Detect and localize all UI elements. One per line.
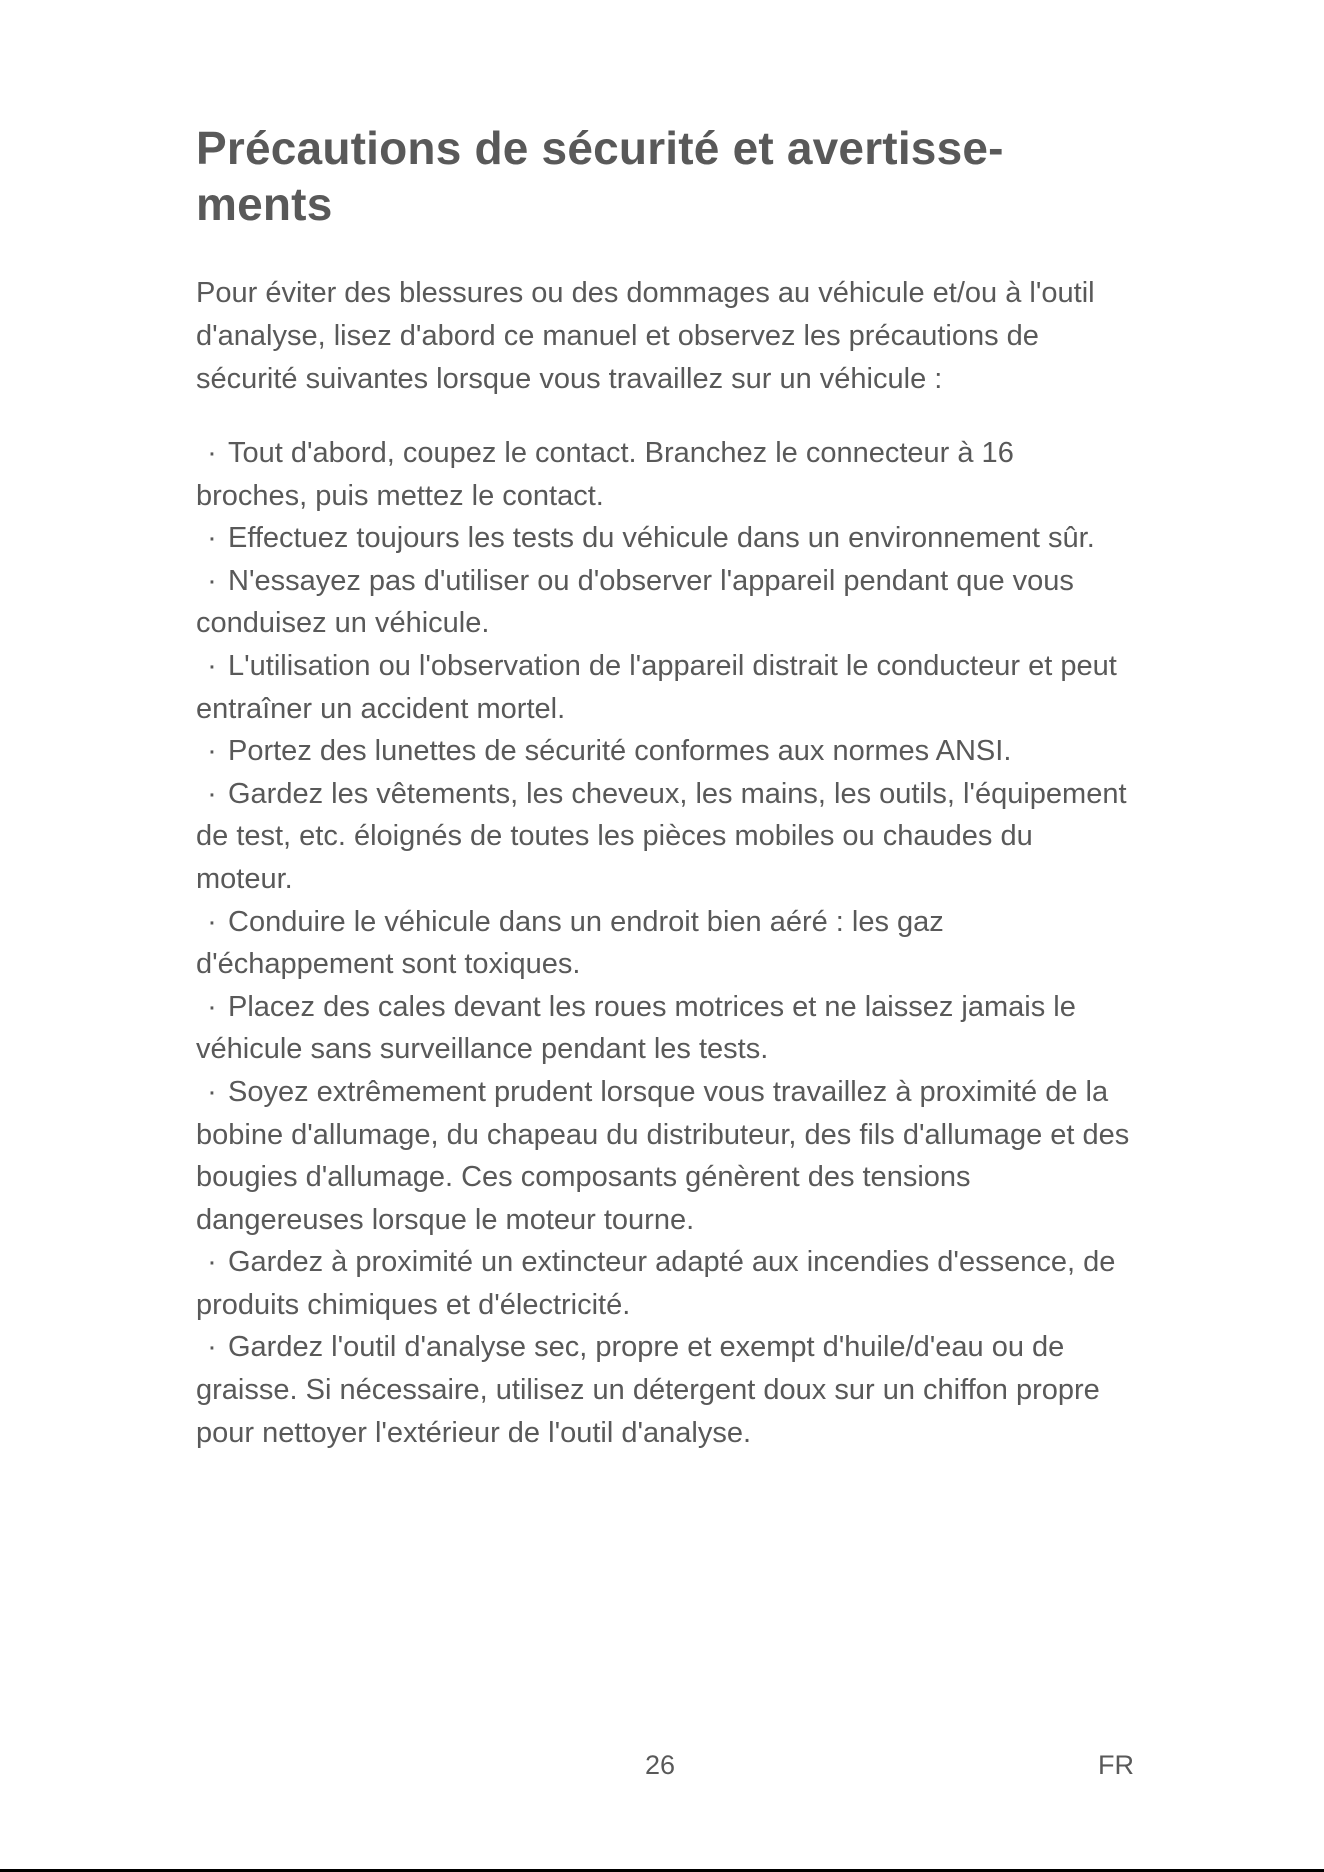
precaution-text: Portez des lunettes de sécurité conformes aux normes ANSI.: [228, 735, 1012, 768]
page-number: 26: [644, 1750, 676, 1780]
bullet-dot: ·: [207, 649, 217, 682]
page-content: [196, 120, 1130, 1454]
bullet-dot: ·: [207, 522, 217, 555]
bullet-dot: ·: [207, 990, 217, 1023]
bullet-dot: ·: [207, 735, 217, 768]
precaution-text: Tout d'abord, coupez le contact. Branchez le connecteur à 16 broches, puis mettez le contact.: [196, 437, 1014, 512]
precaution-item: [196, 1326, 1130, 1454]
precaution-text: Conduire le véhicule dans un endroit bien aéré : les gaz d'échappement sont toxiques.: [196, 905, 944, 981]
intro-paragraph: Pour éviter des blessures ou des dommages au véhicule et/ou à l'outil d'analyse, lisez d'abord ce manuel et observez les précautions de sécurité suivantes lorsque vous travaillez sur un véhicule :: [196, 277, 1095, 395]
precaution-text: Effectuez toujours les tests du véhicule dans un environnement sûr.: [228, 522, 1095, 555]
precaution-item: [196, 1241, 1130, 1326]
precaution-text: Gardez à proximité un extincteur adapté aux incendies d'essence, de produits chimiques et d'électricité.: [196, 1246, 1116, 1321]
precaution-item: [196, 986, 1130, 1071]
precaution-item: [196, 901, 1130, 986]
precaution-item: [196, 560, 1130, 645]
bullet-dot: ·: [207, 1075, 217, 1108]
precaution-text: L'utilisation ou l'observation de l'appareil distrait le conducteur et peut entraîner un accident mortel.: [196, 649, 1117, 725]
precaution-text: Soyez extrêmement prudent lorsque vous travaillez à proximité de la bobine d'allumage, du chapeau du distributeur, des fils d'allumage et des bougies d'allumage. Ces composants génèrent des tensions dangereuses lorsque le moteur tourne.: [196, 1075, 1130, 1236]
bullet-dot: ·: [207, 777, 217, 810]
precaution-item: [196, 645, 1130, 730]
language-code: FR: [1098, 1750, 1134, 1780]
precaution-text: Gardez les vêtements, les cheveux, les mains, les outils, l'équipement de test, etc. éloignés de toutes les pièces mobiles ou chaudes du moteur.: [196, 777, 1127, 895]
bullet-dot: ·: [207, 905, 217, 938]
precaution-item: [196, 432, 1130, 517]
bullet-dot: ·: [207, 1246, 217, 1279]
page-title-line-2: ments: [196, 178, 333, 230]
precaution-item: [196, 773, 1130, 901]
page-title: [196, 120, 1130, 232]
bullet-dot: ·: [207, 1331, 217, 1364]
bullet-dot: ·: [207, 437, 217, 469]
precaution-text: Placez des cales devant les roues motrices et ne laissez jamais le véhicule sans surveillance pendant les tests.: [196, 990, 1076, 1066]
precaution-item: [196, 730, 1130, 773]
precaution-item: [196, 1071, 1130, 1241]
precaution-text: N'essayez pas d'utiliser ou d'observer l'appareil pendant que vous conduisez un véhicule.: [196, 564, 1074, 640]
precaution-text: Gardez l'outil d'analyse sec, propre et exempt d'huile/d'eau ou de graisse. Si nécessaire, utilisez un détergent doux sur un chiffon propre pour nettoyer l'extérieur de l'outil d'analyse.: [196, 1331, 1100, 1449]
precaution-item: [196, 517, 1130, 560]
bullet-dot: ·: [207, 564, 217, 597]
safety-precautions-list: [196, 432, 1130, 1454]
page-title-line-1: Précautions de sécurité et avertisse-: [196, 122, 1004, 174]
